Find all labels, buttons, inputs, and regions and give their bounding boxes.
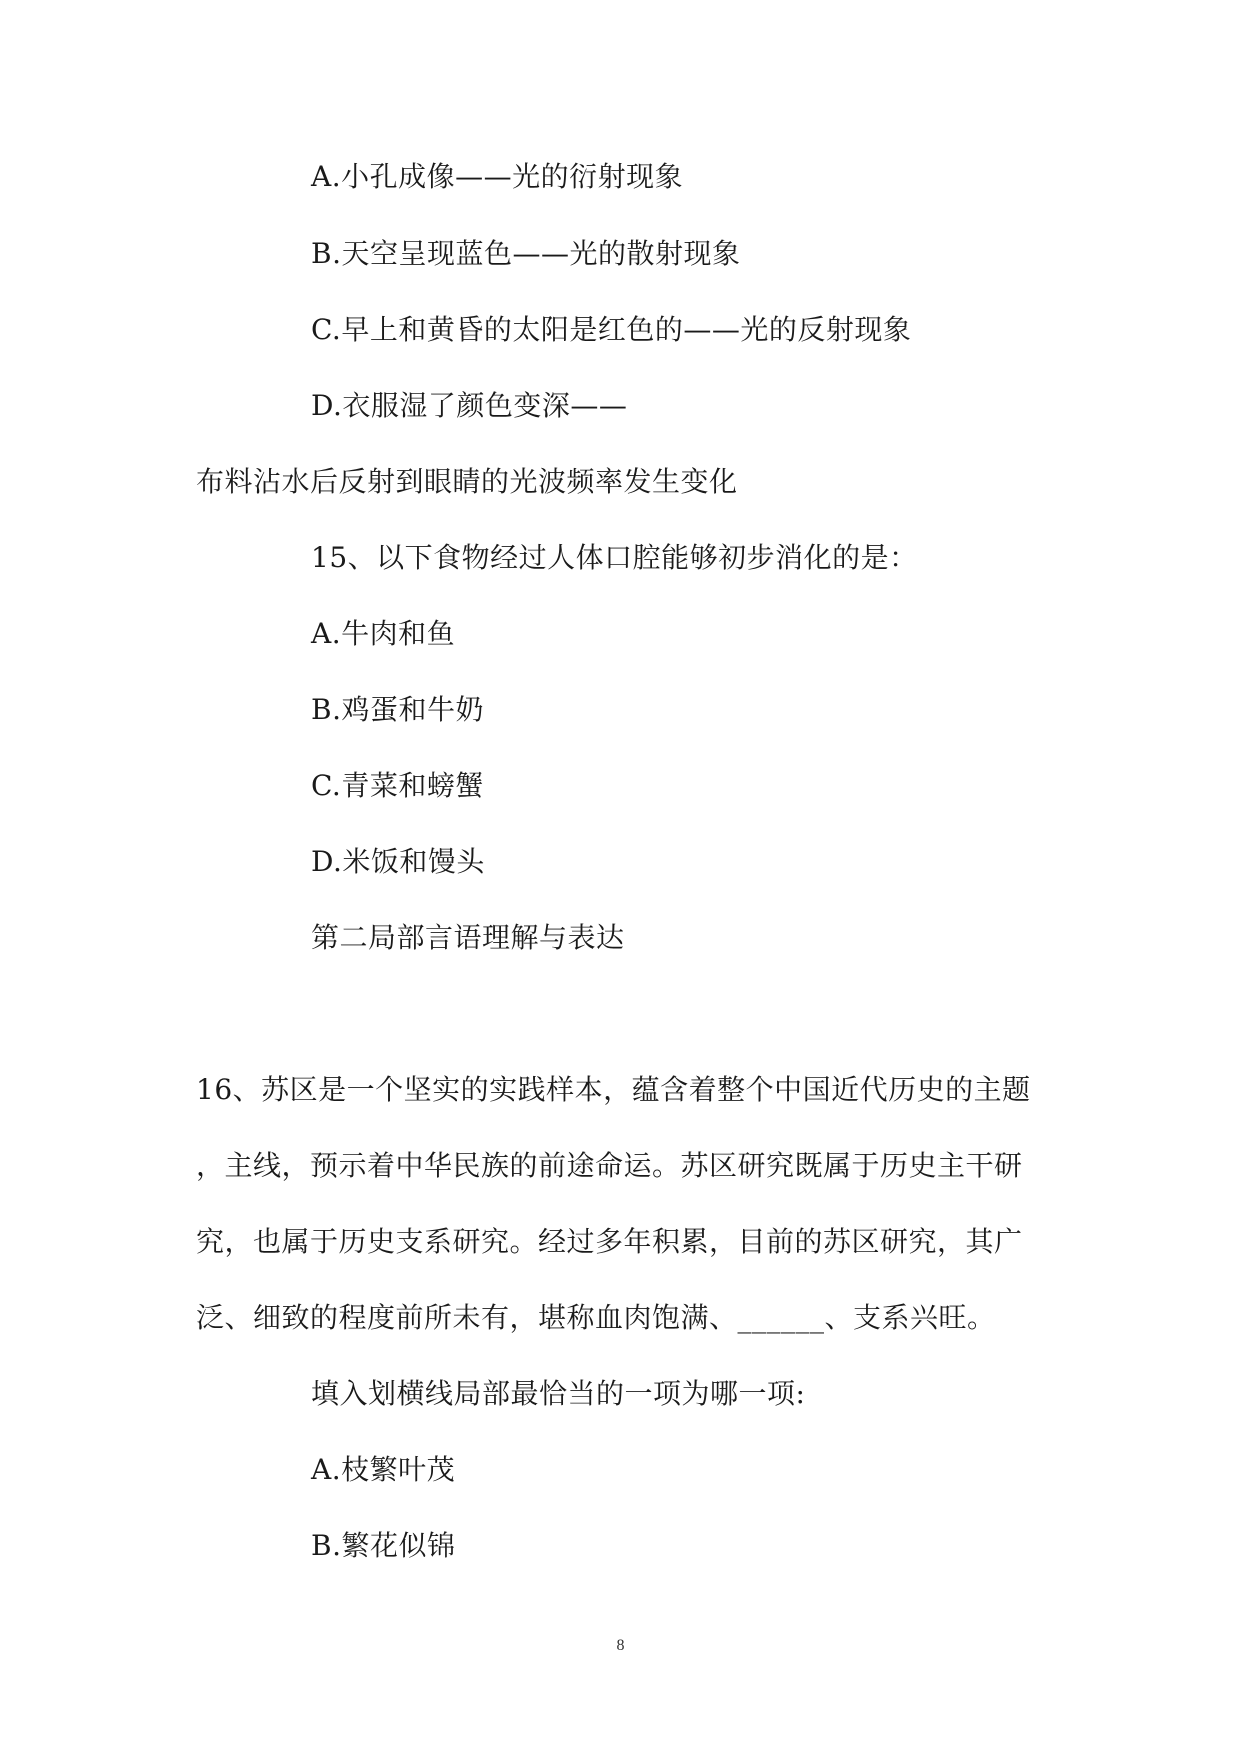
q16-paragraph-line-2: ，主线，预示着中华民族的前途命运。苏区研究既属于历史主干研 [196, 1149, 1023, 1182]
q15-option-b: B.鸡蛋和牛奶 [311, 693, 484, 726]
q16-option-a: A.枝繁叶茂 [311, 1453, 456, 1486]
q14-option-b: B.天空呈现蓝色——光的散射现象 [311, 237, 741, 270]
q14-option-d-continuation: 布料沾水后反射到眼睛的光波频率发生变化 [196, 465, 738, 498]
page-number: 8 [616, 1637, 625, 1654]
section-heading: 第二局部言语理解与表达 [311, 921, 625, 954]
q15-option-a: A.牛肉和鱼 [311, 617, 456, 650]
q14-option-d: D.衣服湿了颜色变深—— [311, 389, 628, 422]
q16-paragraph-line-1: 16、苏区是一个坚实的实践样本，蕴含着整个中国近代历史的主题 [196, 1073, 1031, 1106]
q16-paragraph-line-4: 泛、细致的程度前所未有，堪称血肉饱满、______、支系兴旺。 [196, 1301, 996, 1334]
q16-option-b: B.繁花似锦 [311, 1529, 456, 1562]
q14-option-a: A.小孔成像——光的衍射现象 [311, 160, 684, 193]
q16-paragraph-line-3: 究，也属于历史支系研究。经过多年积累，目前的苏区研究，其广 [196, 1225, 1023, 1258]
q14-option-c: C.早上和黄昏的太阳是红色的——光的反射现象 [311, 313, 912, 346]
q16-prompt: 填入划横线局部最恰当的一项为哪一项: [311, 1377, 806, 1410]
q15-question: 15、以下食物经过人体口腔能够初步消化的是： [311, 541, 918, 574]
q15-option-d: D.米饭和馒头 [311, 845, 485, 878]
q15-option-c: C.青菜和螃蟹 [311, 769, 484, 802]
